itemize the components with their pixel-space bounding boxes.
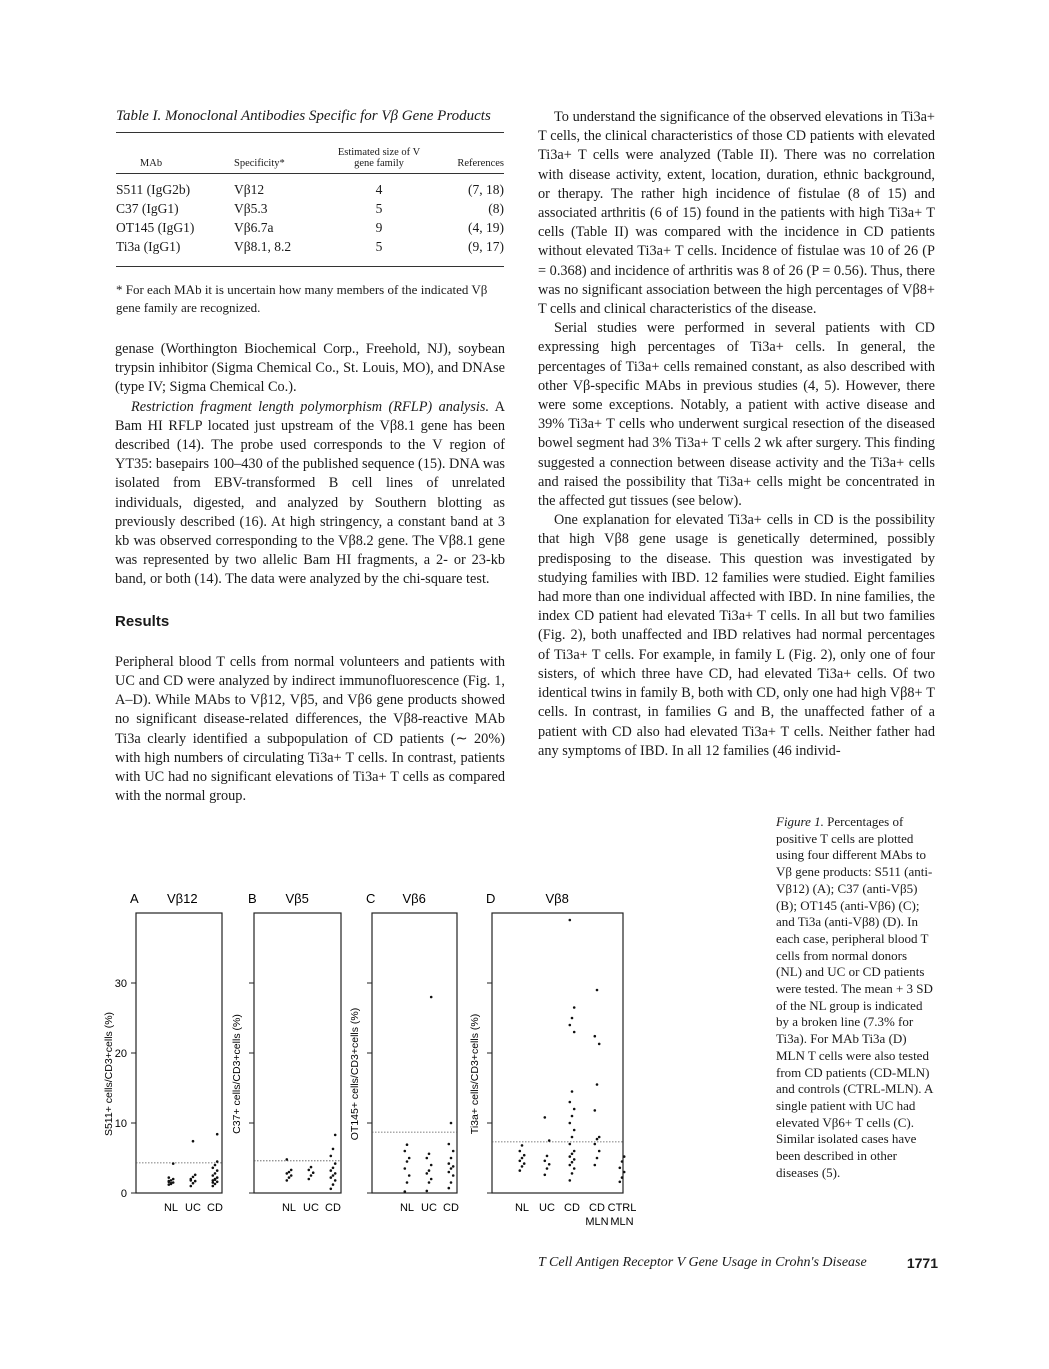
data-point xyxy=(594,1143,597,1146)
data-point xyxy=(450,1181,453,1184)
data-point xyxy=(544,1160,547,1163)
data-point xyxy=(216,1160,219,1163)
table-cell: Vβ8.1, 8.2 xyxy=(234,239,292,254)
data-point xyxy=(571,1136,574,1139)
paragraph: Serial studies were performed in several patients with CD expressing high percentages of Ti3a+ cells. In general, the percentages of Ti3a+ cells remained constant, as also described with other Vβ-specific MAbs in previous studies (4, 5). However, there were some exceptions. Notably, a patient with active disease and 39% Ti3a+ T cells who underwent surgical resection of the diseased bowel segment had 3% Ti3a+ T cells 2 wk after surgery. This finding suggested a connection between disease activity and the Ti3a+ cells and raised the possibility that Ti3a+ cells might be concentrated in the affected gut tissues (see below). xyxy=(538,320,935,510)
x-category-label: CD xyxy=(325,1202,341,1214)
data-point xyxy=(212,1167,215,1170)
data-point xyxy=(448,1143,451,1146)
table-cell: OT145 (IgG1) xyxy=(116,220,195,235)
section-heading-results: Results xyxy=(115,612,170,630)
data-point xyxy=(216,1181,219,1184)
data-point xyxy=(619,1181,622,1184)
data-point xyxy=(573,1167,576,1170)
data-point xyxy=(408,1174,411,1177)
panel-B xyxy=(231,891,341,1214)
data-point xyxy=(286,1172,289,1175)
data-point xyxy=(192,1176,195,1179)
x-category-label: NL xyxy=(514,1202,530,1214)
data-point xyxy=(172,1181,175,1184)
data-point xyxy=(621,1176,624,1179)
header-mab: MAb xyxy=(139,158,163,169)
data-point xyxy=(308,1178,311,1181)
data-point xyxy=(430,996,433,999)
data-point xyxy=(448,1162,451,1165)
data-point xyxy=(544,1174,547,1177)
data-point xyxy=(430,1178,433,1181)
y-tick-label: 20 xyxy=(114,1048,127,1060)
panel-letter: D xyxy=(486,891,496,906)
data-point xyxy=(519,1150,522,1153)
data-point xyxy=(452,1165,455,1168)
data-point xyxy=(571,1161,574,1164)
data-point xyxy=(404,1190,407,1193)
table-cell: S511 (IgG2b) xyxy=(116,182,191,197)
data-point xyxy=(404,1167,407,1170)
data-point xyxy=(573,1108,576,1111)
data-point xyxy=(310,1174,313,1177)
data-point xyxy=(190,1179,193,1182)
y-tick-label: 0 xyxy=(120,1188,127,1200)
plot-frame xyxy=(254,913,341,1193)
panel-title: Vβ12 xyxy=(167,891,198,906)
table-cell: Vβ6.7a xyxy=(234,220,274,235)
table-row xyxy=(116,237,504,256)
running-title: T Cell Antigen Receptor V Gene Usage in Crohn's Disease xyxy=(538,1255,867,1270)
y-axis-label: S511+ cells/CD3+cells (%) xyxy=(103,1011,115,1137)
data-point xyxy=(216,1133,219,1136)
data-point xyxy=(290,1169,293,1172)
data-point xyxy=(288,1176,291,1179)
data-point xyxy=(452,1150,455,1153)
data-point xyxy=(428,1169,431,1172)
data-point xyxy=(569,1143,572,1146)
data-point xyxy=(523,1162,526,1165)
data-point xyxy=(594,1109,597,1112)
page-footer xyxy=(538,1255,938,1271)
data-point xyxy=(330,1169,333,1172)
header-size: Estimated size of V gene family xyxy=(337,147,421,169)
data-point xyxy=(290,1174,293,1177)
data-point xyxy=(334,1162,337,1165)
y-tick-label: 10 xyxy=(114,1118,127,1130)
data-point xyxy=(573,1129,576,1132)
data-point xyxy=(214,1178,217,1181)
data-point xyxy=(288,1171,291,1174)
data-point xyxy=(521,1144,524,1147)
data-point xyxy=(192,1140,195,1143)
antibody-table xyxy=(116,132,504,317)
data-point xyxy=(312,1171,315,1174)
data-point xyxy=(598,1043,601,1046)
data-point xyxy=(216,1169,219,1172)
data-point xyxy=(596,1083,599,1086)
data-point xyxy=(406,1160,409,1163)
panel-A xyxy=(103,891,223,1214)
data-point xyxy=(544,1116,547,1119)
paragraph-text: A Bam HI RFLP located just upstream of the Vβ8.1 gene has been described (14). The probe used corresponds to the V region of YT35: basepairs 100–430 of the published sequence (15). DNA was isolated from EBV-transformed B cell lines of unrelated individuals, digested, and analyzed by Southern blotting as previously described (16). At high stringency, a constant band at 3 kb was observed corresponding to the Vβ8.2 gene. The Vβ8.1 gene was represented by two allelic Bam HI fragments, a 2- or 23-kb band, or both (14). The data were analyzed by the chi-square test. xyxy=(115,398,505,588)
data-point xyxy=(172,1162,175,1165)
header-references: References xyxy=(457,158,504,169)
data-point xyxy=(571,1017,574,1020)
data-point xyxy=(172,1178,175,1181)
data-point xyxy=(330,1188,333,1191)
plot-frame xyxy=(492,913,623,1193)
data-point xyxy=(428,1181,431,1184)
data-point xyxy=(450,1157,453,1160)
data-point xyxy=(406,1143,409,1146)
data-point xyxy=(334,1172,337,1175)
table-cell: 4 xyxy=(375,182,383,197)
data-point xyxy=(596,989,599,992)
data-point xyxy=(569,1164,572,1167)
data-point xyxy=(596,1157,599,1160)
data-point xyxy=(212,1174,215,1177)
data-point xyxy=(212,1181,215,1184)
table-cell: (4, 19) xyxy=(468,220,504,235)
x-category-label: MLN xyxy=(585,1216,609,1228)
data-point xyxy=(571,1153,574,1156)
data-point xyxy=(308,1169,311,1172)
data-point xyxy=(598,1150,601,1153)
plot-frame xyxy=(372,913,457,1193)
data-point xyxy=(571,1090,574,1093)
panel-letter: B xyxy=(248,891,257,906)
data-point xyxy=(448,1187,451,1190)
header-specificity: Specificity* xyxy=(234,158,285,169)
data-point xyxy=(332,1148,335,1151)
y-axis-label: OT145+ cells/CD3+cells (%) xyxy=(349,1007,361,1141)
data-point xyxy=(170,1183,173,1186)
data-point xyxy=(192,1182,195,1185)
data-point xyxy=(194,1174,197,1177)
data-point xyxy=(332,1174,335,1177)
table-body xyxy=(116,180,504,256)
paragraph-heading: Restriction fragment length polymorphism (RFLP) analysis. xyxy=(131,398,490,415)
figure-caption xyxy=(776,814,936,1181)
data-point xyxy=(334,1179,337,1182)
data-point xyxy=(569,1024,572,1027)
paragraph: genase (Worthington Biochemical Corp., Freehold, NJ), soybean trypsin inhibitor (Sigma Chemical Co., St. Louis, MO), and DNAse (type IV; Sigma Chemical Co.). xyxy=(115,341,505,396)
panel-letter: C xyxy=(366,891,376,906)
x-category-label: NL xyxy=(399,1202,415,1214)
x-category-label: UC xyxy=(539,1202,555,1214)
data-point xyxy=(619,1167,622,1170)
data-point xyxy=(569,1179,572,1182)
data-point xyxy=(168,1176,171,1179)
data-point xyxy=(519,1160,522,1163)
data-point xyxy=(573,1031,576,1034)
paragraph: One explanation for elevated Ti3a+ cells in CD is the possibility that high Vβ8 gene usage is genetically determined, possibly predisposing to the disease. This question was investigated by studying families with IBD. 12 families were studied. Eight families had more than one individual affected with IBD. In nine families, the index CD patient had elevated Ti3a+ T cells. In all but two families (Fig. 2), both unaffected and IBD relatives had normal percentages of Ti3a+ T cells. For example, in family L (Fig. 2), only one of four sisters, of which three have CD, had elevated Ti3a+ cells. Of two identical twins in family B, both with CD, only one had high Vβ8+ T cells. In contrast, in families G and B, the unaffected father of a patient with CD also had elevated Ti3a+ T cells. Neither father had any symptoms of IBD. In all 12 families (46 individ- xyxy=(538,512,935,759)
table-cell: Vβ12 xyxy=(234,182,265,197)
table-rule xyxy=(116,266,504,267)
x-category-label: CD xyxy=(589,1202,605,1214)
panel-title: Vβ6 xyxy=(402,891,426,906)
data-point xyxy=(334,1134,337,1137)
data-point xyxy=(332,1183,335,1186)
x-category-label: NL xyxy=(163,1202,179,1214)
data-point xyxy=(569,919,572,922)
data-point xyxy=(214,1172,217,1175)
table-cell: (8) xyxy=(488,201,504,216)
x-category-label: CD xyxy=(207,1202,223,1214)
table-rule xyxy=(116,173,504,174)
table-footnote: * For each MAb it is uncertain how many members of the indicated Vβ gene family are recognized. xyxy=(116,282,488,315)
y-axis-label: Ti3a+ cells/CD3+cells (%) xyxy=(469,1013,481,1135)
x-category-label: CD xyxy=(564,1202,580,1214)
panel-C xyxy=(349,891,459,1214)
data-point xyxy=(330,1176,333,1179)
table-cell: C37 (IgG1) xyxy=(116,201,179,216)
panel-title: Vβ8 xyxy=(545,891,569,906)
data-point xyxy=(212,1185,215,1188)
data-point xyxy=(598,1136,601,1139)
table-cell: (7, 18) xyxy=(468,182,504,197)
table-row xyxy=(116,180,504,199)
data-point xyxy=(450,1167,453,1170)
data-point xyxy=(623,1155,626,1158)
table-cell: 5 xyxy=(375,201,383,216)
x-category-label: NL xyxy=(281,1202,297,1214)
data-point xyxy=(168,1180,171,1183)
panel-D xyxy=(469,891,636,1228)
data-point xyxy=(406,1181,409,1184)
paragraph: To understand the significance of the observed elevations in Ti3a+ T cells, the clinical characteristics of those CD patients with elevated Ti3a+ T cells were analyzed (Table II). There was no correlation with disease activity, extent, location, duration, ethnic background, or therapy. The rather high incidence of fistulae (8 of 15) and associated arthritis (6 of 15) found in the patients with high Ti3a+ T cells (Table II) was compared with the incidence in CD patients without elevated Ti3a+ T cells. Incidence of fistulae was 10 of 26 (P = 0.368) and incidence of arthritis was 8 of 26 (P = 0.56). Thus, there was no significant association between the high percentages of Vβ8+ T cells and clinical characteristics of the disease. xyxy=(538,109,935,318)
plot-frame xyxy=(136,913,222,1193)
data-point xyxy=(569,1101,572,1104)
data-point xyxy=(286,1179,289,1182)
data-point xyxy=(621,1160,624,1163)
table-cell: 5 xyxy=(375,239,383,254)
caption-label: Figure 1. xyxy=(776,814,824,829)
data-point xyxy=(571,1115,574,1118)
data-point xyxy=(404,1150,407,1153)
data-point xyxy=(548,1139,551,1142)
data-point xyxy=(216,1176,219,1179)
data-point xyxy=(569,1122,572,1125)
x-category-label: UC xyxy=(185,1202,201,1214)
data-point xyxy=(546,1155,549,1158)
data-point xyxy=(426,1172,429,1175)
data-point xyxy=(170,1179,173,1182)
data-point xyxy=(452,1174,455,1177)
y-axis-label: C37+ cells/CD3+cells (%) xyxy=(231,1014,243,1134)
x-category-label: CTRL xyxy=(607,1202,637,1214)
table-cell: 9 xyxy=(375,220,383,235)
page-number: 1771 xyxy=(906,1255,938,1271)
x-category-label: MLN xyxy=(610,1216,634,1228)
data-point xyxy=(523,1154,526,1157)
data-point xyxy=(214,1164,217,1167)
right-column xyxy=(538,108,935,761)
left-column xyxy=(115,340,505,806)
data-point xyxy=(573,1150,576,1153)
table-cell: (9, 17) xyxy=(468,239,504,254)
data-point xyxy=(450,1122,453,1125)
data-point xyxy=(594,1164,597,1167)
data-point xyxy=(519,1169,522,1172)
data-point xyxy=(426,1190,429,1193)
data-point xyxy=(623,1171,626,1174)
x-category-label: UC xyxy=(303,1202,319,1214)
data-point xyxy=(521,1165,524,1168)
data-point xyxy=(596,1138,599,1141)
data-point xyxy=(546,1167,549,1170)
data-point xyxy=(569,1155,572,1158)
data-point xyxy=(214,1183,217,1186)
data-point xyxy=(194,1180,197,1183)
data-point xyxy=(330,1155,333,1158)
paragraph: Peripheral blood T cells from normal volunteers and patients with UC and CD were analyzed by indirect immunofluorescence (Fig. 1, A–D). While MAbs to Vβ12, Vβ5, and Vβ6 gene products showed no significant disease-related differences, the Vβ8-reactive MAb Ti3a clearly identified a subpopulation of CD patients (∼ 20%) with high numbers of circulating Ti3a+ T cells. In contrast, patients with UC had no significant elevations of Ti3a+ T cells as compared with the normal group. xyxy=(115,653,505,805)
data-point xyxy=(286,1158,289,1161)
data-point xyxy=(190,1185,193,1188)
data-point xyxy=(448,1171,451,1174)
x-category-label: UC xyxy=(421,1202,437,1214)
data-point xyxy=(408,1157,411,1160)
data-point xyxy=(573,1006,576,1009)
panel-letter: A xyxy=(130,891,139,906)
data-point xyxy=(521,1157,524,1160)
data-point xyxy=(428,1153,431,1156)
table-title: Table I. Monoclonal Antibodies Specific for Vβ Gene Products xyxy=(116,108,491,124)
data-point xyxy=(310,1166,313,1169)
data-point xyxy=(571,1172,574,1175)
data-point xyxy=(430,1164,433,1167)
x-category-label: CD xyxy=(443,1202,459,1214)
data-point xyxy=(168,1183,171,1186)
table-cell: Ti3a (IgG1) xyxy=(116,239,181,254)
table-header xyxy=(116,133,504,173)
y-tick-label: 30 xyxy=(114,978,127,990)
data-point xyxy=(573,1158,576,1161)
data-point xyxy=(594,1035,597,1038)
figure-1 xyxy=(100,880,660,1240)
data-point xyxy=(332,1167,335,1170)
data-point xyxy=(548,1163,551,1166)
data-point xyxy=(426,1157,429,1160)
table-row xyxy=(116,218,504,237)
table-cell: Vβ5.3 xyxy=(234,201,268,216)
caption-text: Percentages of positive T cells are plotted using four different MAbs to Vβ gene products: S511 (anti-Vβ12) (A); C37 (anti-Vβ5) (B); OT145 (anti-Vβ6) (C); and Ti3a (anti-Vβ8) (D). In each case, peripheral blood T cells from normal donors (NL) and UC or CD patients were tested. The mean + 3 SD of the NL group is indicated by a broken line (7.3% for Ti3a). For MAb Ti3a (D) MLN T cells were also tested from CD patients (CD-MLN) and controls (CTRL-MLN). A single patient with UC had elevated Vβ6+ T cells (C). Similar isolated cases have been described in other diseases (5). xyxy=(776,814,933,1180)
panel-title: Vβ5 xyxy=(285,891,309,906)
paragraph xyxy=(115,398,505,590)
table-row xyxy=(116,199,504,218)
